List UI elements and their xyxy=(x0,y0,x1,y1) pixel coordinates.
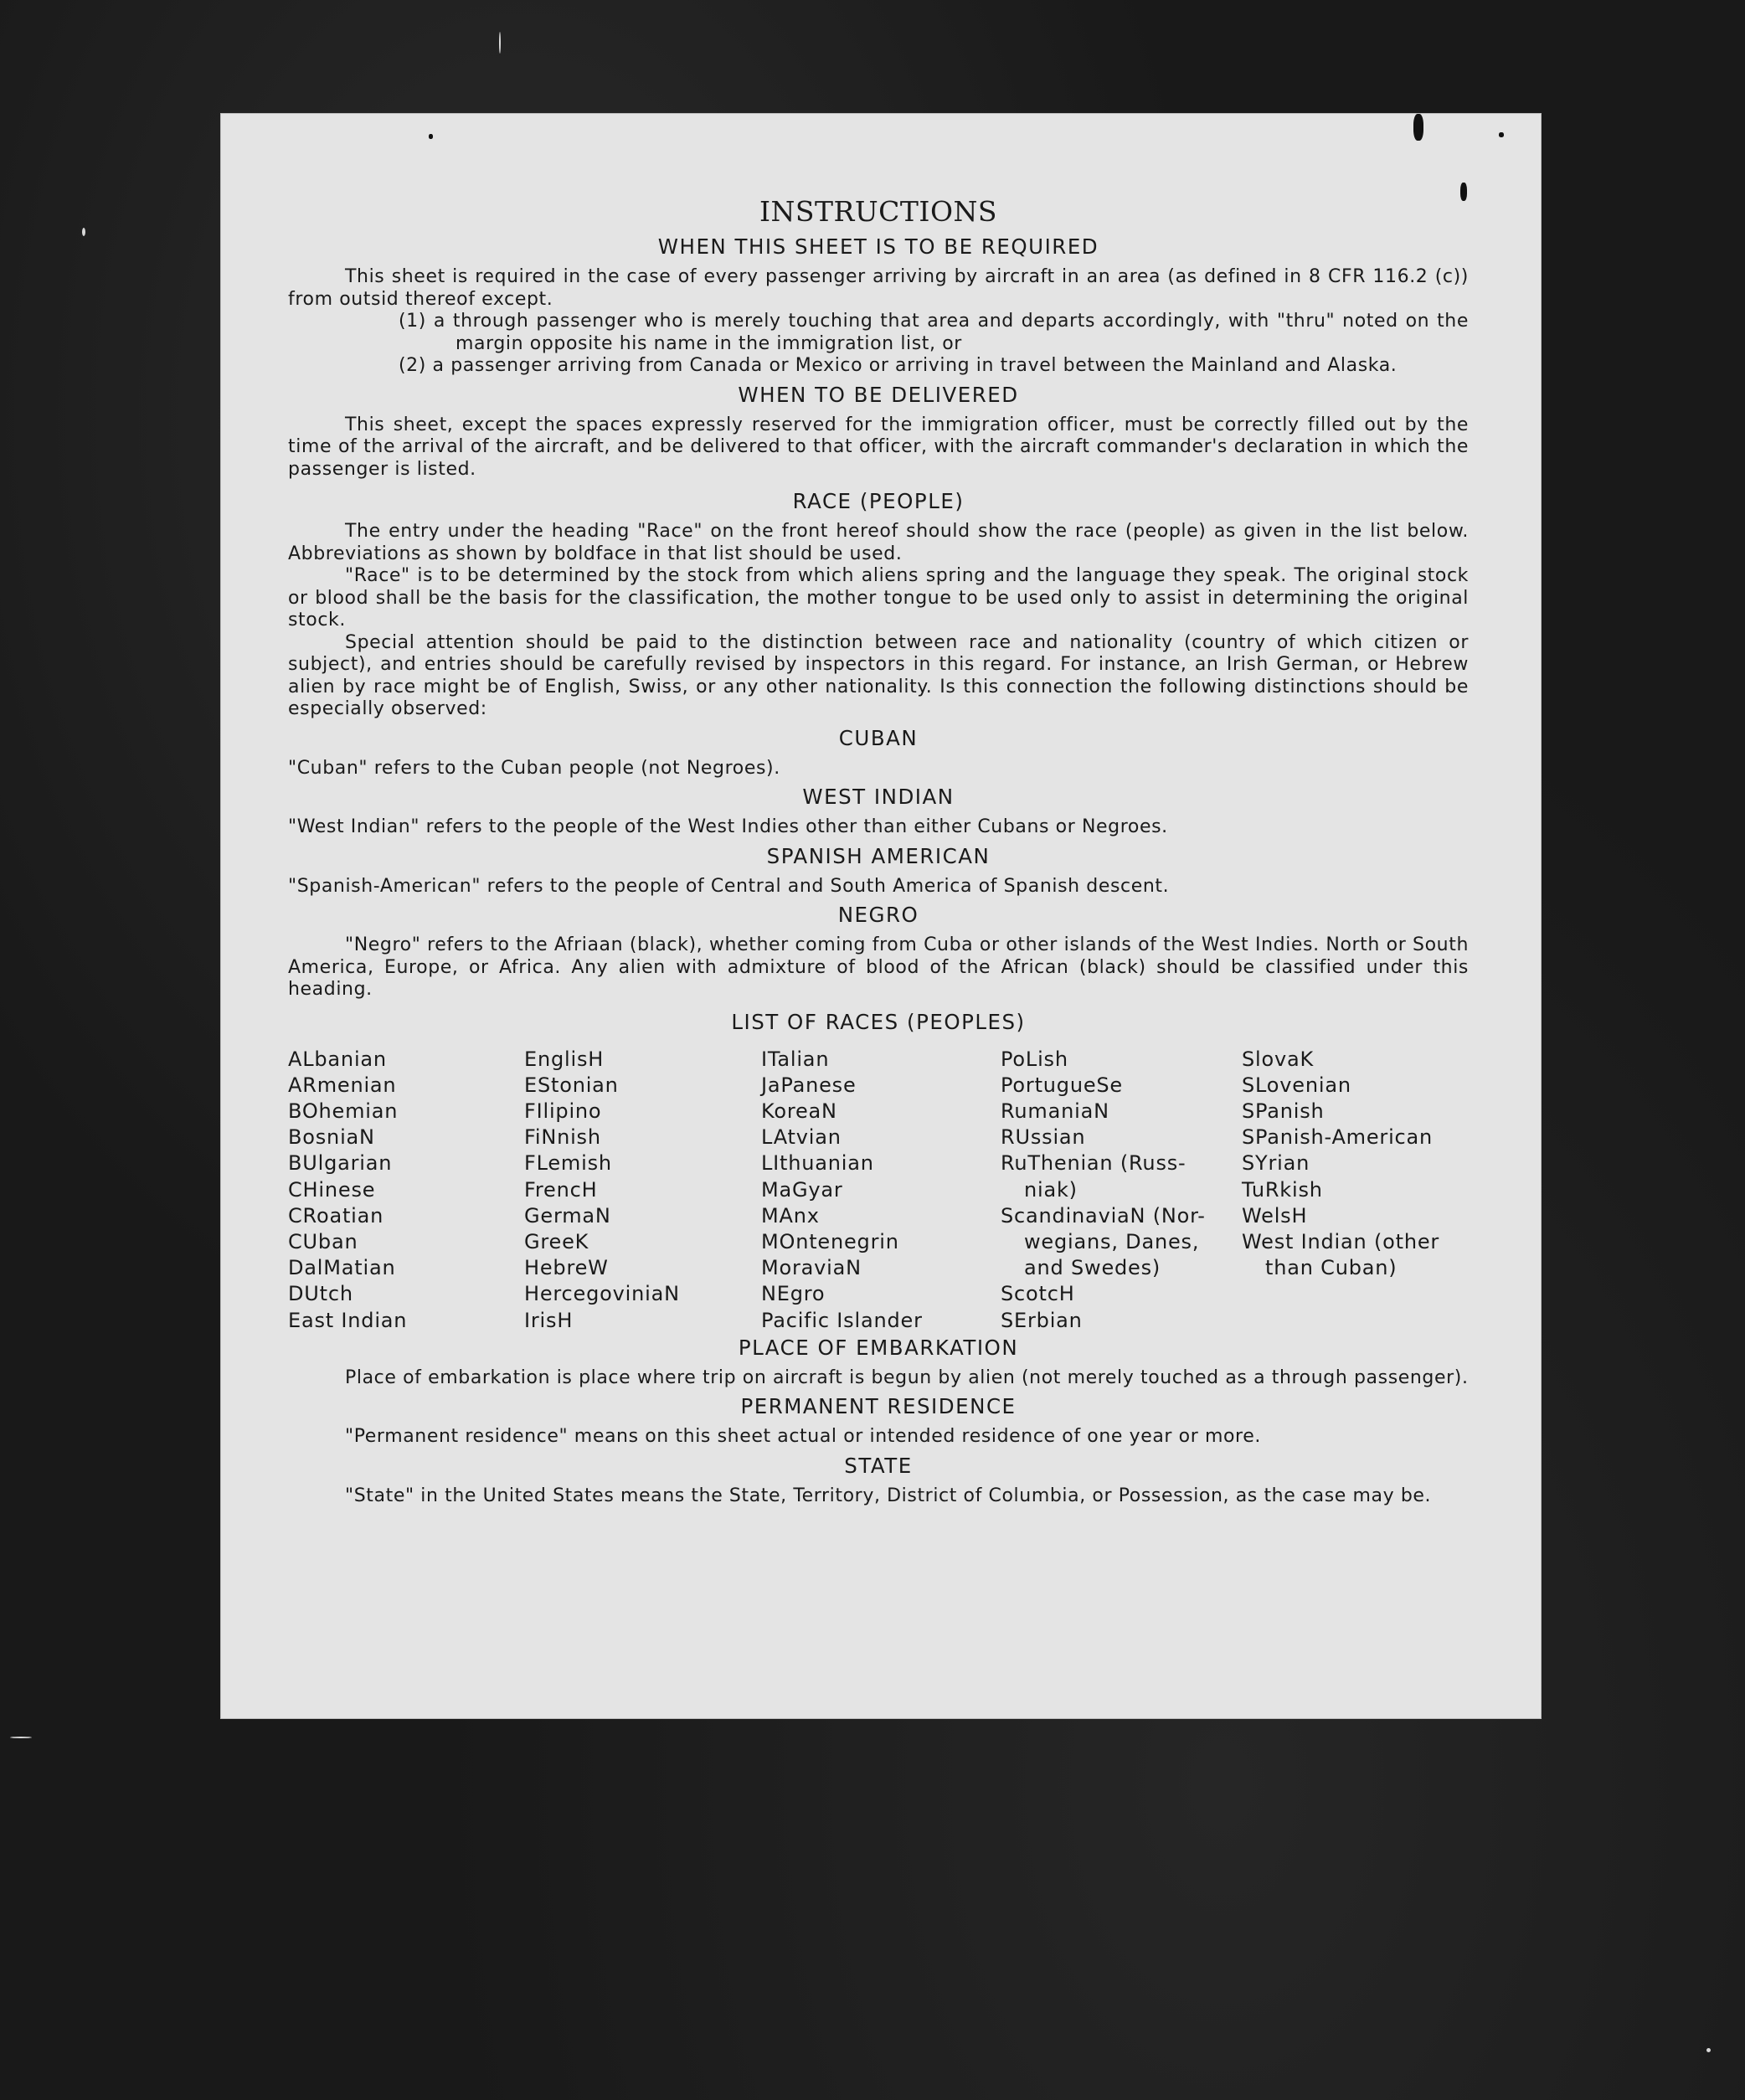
section-heading-west-indian: WEST INDIAN xyxy=(802,785,955,809)
race-entry: KoreaN xyxy=(761,1099,837,1123)
state-text: "State" in the United States means the State, Territory, District of Columbia, or Possession, as the case may be. xyxy=(345,1485,1432,1506)
race-entry: ITalian xyxy=(761,1047,830,1071)
scan-speck xyxy=(1706,2048,1711,2052)
delivered-text: This sheet, except the spaces expressly reserved for the immigration officer, must be correctly filled out by the time of the arrival of the aircraft, and be delivered to that officer, with the aircraft commander's declaration in which the passenger is listed. xyxy=(288,414,1469,480)
race-entry-continuation: than Cuban) xyxy=(1265,1256,1398,1280)
race-entry: PortugueSe xyxy=(1001,1073,1123,1097)
race-entry: RuThenian (Russ- xyxy=(1001,1151,1186,1176)
race-entry: FLemish xyxy=(524,1151,612,1176)
race-entry: EStonian xyxy=(524,1073,619,1097)
ink-mark xyxy=(429,134,433,139)
race-entry: ScotcH xyxy=(1001,1282,1075,1306)
race-entry: SYrian xyxy=(1242,1151,1310,1176)
required-intro: This sheet is required in the case of every passenger arriving by aircraft in an area (as defined in 8 CFR 116.2 (c)) from outsid thereof except. xyxy=(288,266,1469,310)
document-page xyxy=(221,114,1541,1718)
race-entry: CUban xyxy=(288,1229,358,1253)
race-entry-continuation: wegians, Danes, xyxy=(1024,1229,1200,1253)
races-column xyxy=(524,1047,761,1334)
section-heading-races-list: LIST OF RACES (PEOPLES) xyxy=(731,1009,1026,1034)
race-entry: West Indian (other xyxy=(1242,1229,1440,1253)
races-column xyxy=(1001,1047,1242,1334)
race-entry: FrencH xyxy=(524,1177,598,1202)
race-entry: HercegoviniaN xyxy=(524,1282,680,1306)
ink-mark xyxy=(1499,132,1504,137)
page-title: INSTRUCTIONS xyxy=(759,195,998,228)
race-entry: CHinese xyxy=(288,1177,376,1202)
section-heading-spanish-american: SPANISH AMERICAN xyxy=(766,843,991,868)
embarkation-text: Place of embarkation is place where trip on aircraft is begun by alien (not merely touched as a through passenger). xyxy=(345,1367,1469,1388)
race-paragraph: Special attention should be paid to the distinction between race and nationality (country of which citizen or subject), and entries should be carefully revised by inspectors in this regard. For instance, an Irish German, or Hebrew alien by race might be of English, Swiss, or any other nationality. Is this connection the following distinctions should be especially observed: xyxy=(288,631,1469,719)
race-entry: SErbian xyxy=(1001,1308,1083,1332)
race-entry: NEgro xyxy=(761,1282,826,1306)
race-entry: MaGyar xyxy=(761,1177,843,1202)
race-entry: MAnx xyxy=(761,1203,820,1228)
races-list xyxy=(288,1047,1469,1334)
race-entry: GreeK xyxy=(524,1229,589,1253)
race-entry: JaPanese xyxy=(761,1073,857,1097)
race-entry: EnglisH xyxy=(524,1047,605,1071)
race-entry: ALbanian xyxy=(288,1047,387,1071)
scan-speck xyxy=(82,228,85,236)
race-entry-continuation: niak) xyxy=(1024,1177,1078,1202)
section-heading-residence: PERMANENT RESIDENCE xyxy=(740,1394,1017,1419)
cuban-text: "Cuban" refers to the Cuban people (not Negroes). xyxy=(288,757,780,779)
section-heading-state: STATE xyxy=(844,1453,913,1478)
negro-text: "Negro" refers to the Afriaan (black), whether coming from Cuba or other islands of the West Indies. North or South America, Europe, or Africa. Any alien with admixture of blood of the African (black) should be classified under this heading. xyxy=(288,934,1469,1000)
section-heading-embarkation: PLACE OF EMBARKATION xyxy=(738,1335,1019,1360)
race-entry: FiNnish xyxy=(524,1125,601,1150)
race-entry: LIthuanian xyxy=(761,1151,874,1176)
race-entry: CRoatian xyxy=(288,1203,384,1228)
scan-speck xyxy=(499,32,501,54)
race-entry: MoraviaN xyxy=(761,1256,862,1280)
race-entry: GermaN xyxy=(524,1203,611,1228)
race-entry: IrisH xyxy=(524,1308,574,1332)
race-entry: Pacific Islander xyxy=(761,1308,923,1332)
section-heading-delivered: WHEN TO BE DELIVERED xyxy=(738,382,1019,407)
required-item-1: (1) a through passenger who is merely touching that area and departs accordingly, with "thru" noted on the margin opposite his name in the immigration list, or xyxy=(399,311,1469,354)
race-entry: DUtch xyxy=(288,1282,353,1306)
race-entry: DalMatian xyxy=(288,1256,396,1280)
race-entry: SlovaK xyxy=(1242,1047,1315,1071)
race-entry: SPanish-American xyxy=(1242,1125,1434,1150)
residence-text: "Permanent residence" means on this sheet actual or intended residence of one year or more. xyxy=(345,1426,1261,1448)
race-entry: PoLish xyxy=(1001,1047,1068,1071)
race-paragraph: The entry under the heading "Race" on the front hereof should show the race (people) as given in the list below. Abbreviations as shown by boldface in that list should be used. xyxy=(288,521,1469,564)
section-heading-race: RACE (PEOPLE) xyxy=(792,489,965,513)
race-entry: SPanish xyxy=(1242,1099,1325,1123)
race-entry: ScandinaviaN (Nor- xyxy=(1001,1203,1206,1228)
race-entry: TuRkish xyxy=(1242,1177,1323,1202)
section-heading-negro: NEGRO xyxy=(837,903,919,927)
race-entry: LAtvian xyxy=(761,1125,842,1150)
race-entry: MOntenegrin xyxy=(761,1229,899,1253)
section-heading-cuban: CUBAN xyxy=(838,725,919,750)
west-indian-text: "West Indian" refers to the people of the West Indies other than either Cubans or Negroes. xyxy=(288,816,1168,837)
race-entry: BOhemian xyxy=(288,1099,399,1123)
races-column xyxy=(1242,1047,1469,1334)
race-entry-continuation: and Swedes) xyxy=(1024,1256,1161,1280)
race-entry: East Indian xyxy=(288,1308,408,1332)
spanish-american-text: "Spanish-American" refers to the people of Central and South America of Spanish descent. xyxy=(288,875,1170,897)
race-entry: HebreW xyxy=(524,1256,609,1280)
race-entry: RUssian xyxy=(1001,1125,1086,1150)
section-heading-required: WHEN THIS SHEET IS TO BE REQUIRED xyxy=(657,234,1099,259)
races-column xyxy=(761,1047,1001,1334)
scan-speck xyxy=(10,1737,32,1738)
races-column xyxy=(288,1047,524,1334)
race-entry: RumaniaN xyxy=(1001,1099,1109,1123)
race-entry: SLovenian xyxy=(1242,1073,1351,1097)
required-item-2: (2) a passenger arriving from Canada or Mexico or arriving in travel between the Mainland and Alaska. xyxy=(399,355,1398,376)
race-paragraph: "Race" is to be determined by the stock from which aliens spring and the language they speak. The original stock or blood shall be the basis for the classification, the mother tongue to be used only to assist in determining the original stock. xyxy=(288,565,1469,631)
race-entry: BUlgarian xyxy=(288,1151,393,1176)
race-entry: FIlipino xyxy=(524,1099,602,1123)
race-entry: ARmenian xyxy=(288,1073,397,1097)
race-entry: WelsH xyxy=(1242,1203,1308,1228)
race-entry: BosniaN xyxy=(288,1125,375,1150)
instructions-content xyxy=(288,194,1469,1507)
ink-mark xyxy=(1413,114,1423,141)
